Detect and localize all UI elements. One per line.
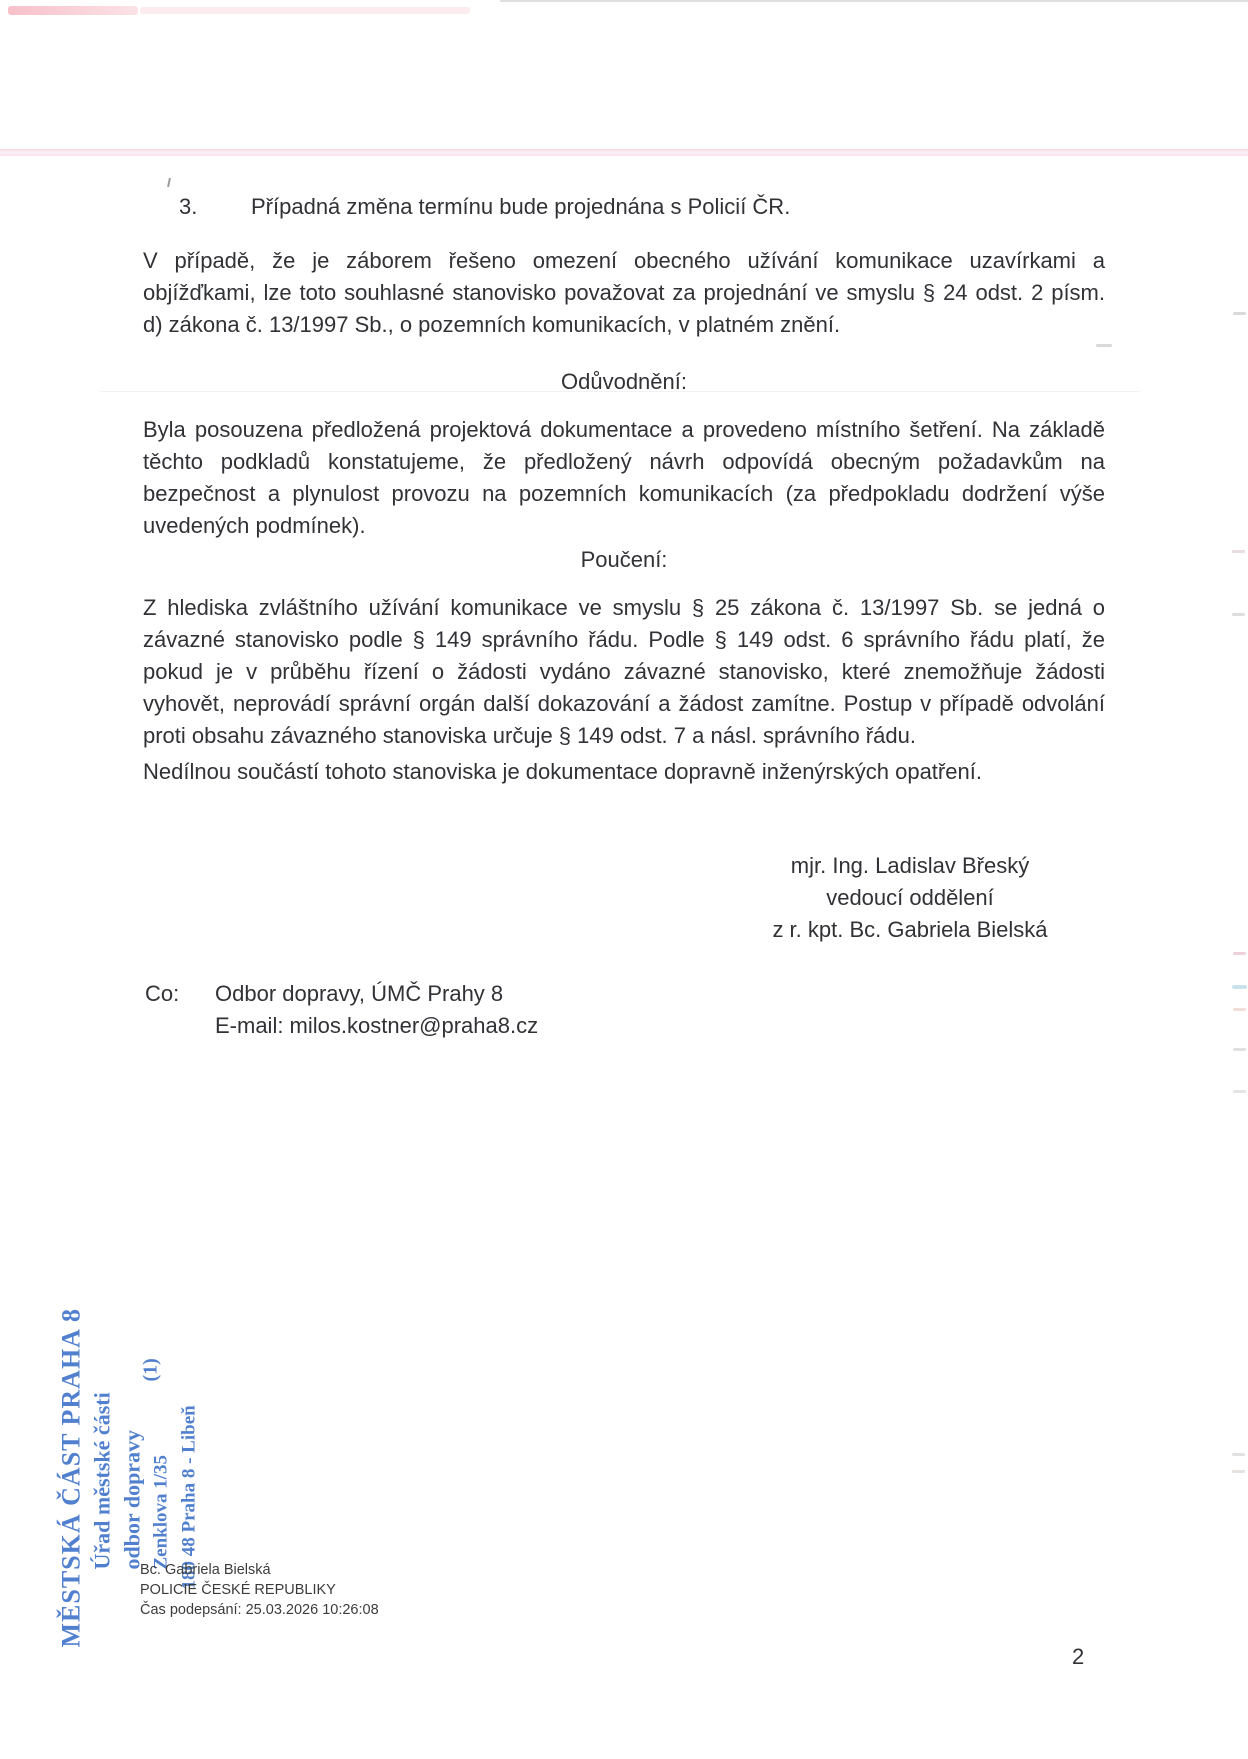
paragraph-nedilnou: Nedílnou součástí tohoto stanoviska je dokumentace dopravně inženýrských opatření. bbox=[143, 759, 982, 784]
scan-artifact-tick bbox=[167, 178, 171, 187]
scan-artifact-dash bbox=[1232, 1453, 1245, 1456]
scan-artifact-red-smudge bbox=[8, 6, 138, 15]
signature-block bbox=[690, 850, 1130, 946]
co-block bbox=[215, 978, 538, 1042]
signatory-title: vedoucí oddělení bbox=[826, 885, 994, 910]
stamp-line-dept: odbor dopravy bbox=[119, 1429, 145, 1570]
signatory-name: mjr. Ing. Ladislav Břeský bbox=[790, 853, 1030, 878]
paragraph-zabor: V případě, že je záborem řešeno omezení obecného užívání komunikace uzavírkami a objížďkami, lze toto souhlasné stanovisko považovat za projednání ve smyslu § 24 odst. 2 písm. d) zákona č. 13/1997 Sb., o pozemních komunikacích, v platném znění. bbox=[143, 248, 1105, 337]
signatory-deputy: z r. kpt. Bc. Gabriela Bielská bbox=[772, 917, 1048, 942]
condition-item-3-text: Případná změna termínu bude projednána s Policií ČR. bbox=[251, 194, 791, 219]
page-number: 2 bbox=[1072, 1644, 1085, 1669]
co-recipient: Odbor dopravy, ÚMČ Prahy 8 bbox=[215, 981, 504, 1006]
scan-artifact-dash bbox=[1232, 550, 1245, 553]
stamp-line-street: Zenklova 1/35 bbox=[150, 1454, 172, 1570]
scan-artifact-dash bbox=[1096, 344, 1112, 347]
paragraph-pouceni: Z hlediska zvláštního užívání komunikace ve smyslu § 25 zákona č. 13/1997 Sb. se jedná o závazné stanovisko podle § 149 správního řádu. Podle § 149 odst. 6 správního řádu platí, že pokud je v průběhu řízení o žádosti vydáno závazné stanovisko, které znemožňuje žádosti vyhovět, neprovádí správní orgán další dokazování a žádost zamítne. Postup v případě odvolání proti obsahu závazného stanoviska určuje § 149 odst. 7 a násl. správního řádu. bbox=[143, 595, 1105, 748]
scan-artifact-pink-line bbox=[0, 149, 1248, 156]
esignature-authority: POLICIE ČESKÉ REPUBLIKY bbox=[140, 1582, 336, 1598]
scan-artifact-top-line bbox=[500, 0, 1248, 2]
co-label: Co: bbox=[145, 981, 180, 1006]
paragraph-oduvodneni: Byla posouzena předložená projektová dokumentace a provedeno místního šetření. Na základě těchto podkladů konstatujeme, že předložený návrh odpovídá obecným požadavkům na bezpečnost a plynulost provozu na pozemních komunikacích (za předpokladu dodržení výše uvedených podmínek). bbox=[143, 417, 1105, 538]
stamp-line-office: Úřad městské části bbox=[89, 1392, 115, 1570]
heading-pouceni: Poučení: bbox=[580, 547, 668, 572]
esignature-block bbox=[140, 1560, 379, 1620]
scan-artifact-dash bbox=[1233, 952, 1246, 955]
scan-artifact-dash bbox=[1233, 1008, 1246, 1011]
esignature-name: Bc. Gabriela Bielská bbox=[140, 1562, 271, 1578]
stamp-line-authority: MĚSTSKÁ ČÁST PRAHA 8 bbox=[56, 1307, 86, 1648]
condition-item-3 bbox=[143, 191, 1105, 223]
scan-artifact-dash bbox=[1233, 1090, 1246, 1093]
scan-artifact-dash bbox=[1233, 1048, 1246, 1051]
scan-artifact-pink-smudge bbox=[140, 7, 470, 14]
stamp-line-city: 180 48 Praha 8 - Libeň bbox=[178, 1405, 200, 1590]
scan-artifact-dash bbox=[1232, 985, 1247, 989]
stamp-number-annotation: (1) bbox=[139, 1358, 162, 1382]
scan-artifact-dash bbox=[1233, 312, 1246, 315]
co-email: E-mail: milos.kostner@praha8.cz bbox=[215, 1013, 539, 1038]
heading-oduvodneni: Odůvodnění: bbox=[561, 369, 687, 394]
scan-artifact-dash bbox=[1232, 1470, 1245, 1473]
esignature-timestamp: Čas podepsání: 25.03.2026 10:26:08 bbox=[140, 1602, 379, 1618]
condition-item-3-number: 3. bbox=[179, 194, 198, 219]
scan-artifact-dash bbox=[1232, 613, 1245, 616]
